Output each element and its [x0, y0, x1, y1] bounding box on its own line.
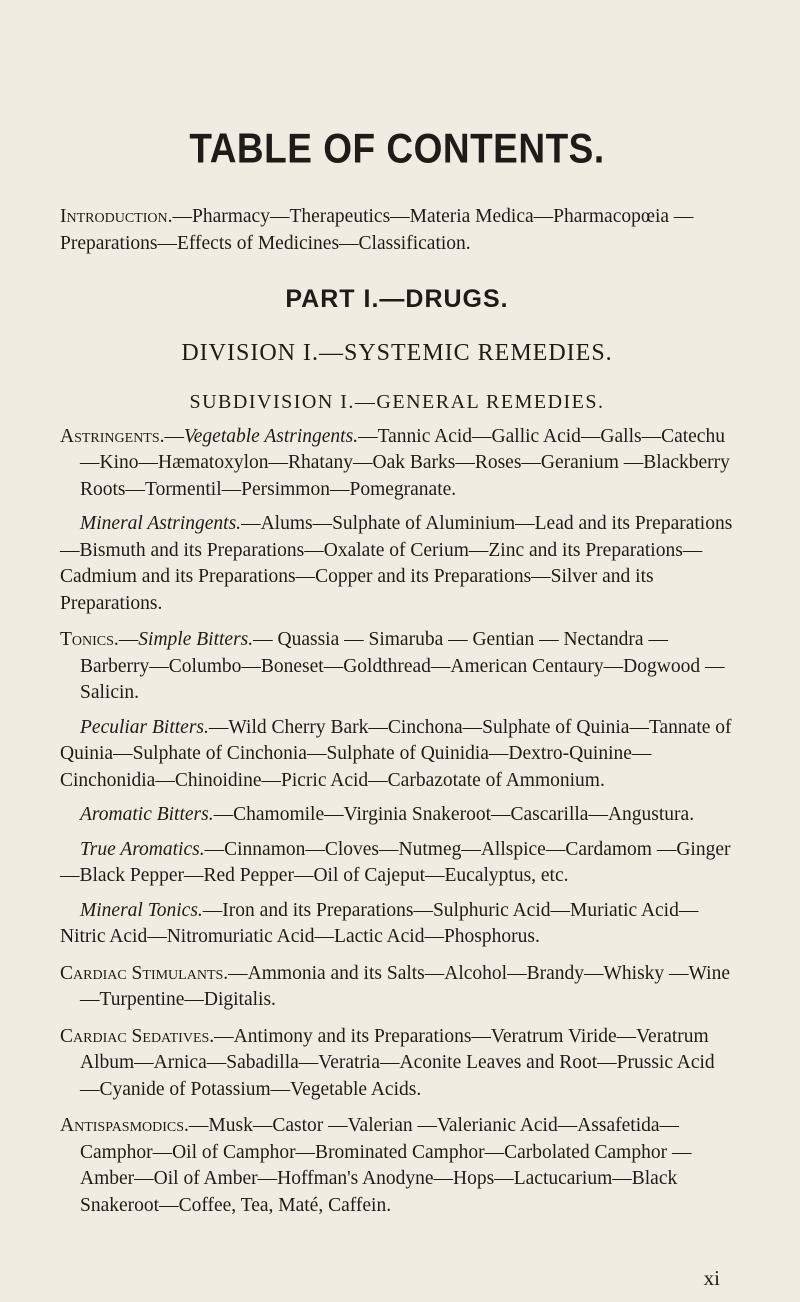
introduction-text: —Pharmacy—Therapeutics—Materia Medica—Pharmacopœia —Preparations—Effects of Medicines—Classification. [60, 205, 694, 254]
mineral-tonics-label: Mineral Tonics. [80, 899, 203, 921]
tonics-dash: — [118, 629, 139, 651]
subdivision-heading: SUBDIVISION I.—GENERAL REMEDIES. [189, 390, 605, 413]
true-aromatics-label: True Aromatics. [80, 838, 205, 860]
mineral-tonics-entry [60, 898, 734, 951]
cardiac-sedatives-text: —Antimony and its Preparations—Veratrum Viride—Veratrum Album—Arnica—Sabadilla—Veratria—Aconite Leaves and Root—Prussic Acid—Cyanide of Potassium—Vegetable Acids. [80, 1025, 715, 1100]
true-aromatics-text: —Cinnamon—Cloves—Nutmeg—Allspice—Cardamom —Ginger—Black Pepper—Red Pepper—Oil of Cajeput—Eucalyptus, etc. [60, 838, 731, 887]
antispasmodics-text: —Musk—Castor —Valerian —Valerianic Acid—Assafetida—Camphor—Oil of Camphor—Brominated Camphor—Carbolated Camphor —Amber—Oil of Amber—Hoffman's Anodyne—Hops—Lactucarium—Black Snakeroot—Coffee, Tea, Maté, Caffein. [80, 1115, 692, 1216]
aromatic-bitters-text: —Chamomile—Virginia Snakeroot—Cascarilla—Angustura. [213, 804, 695, 826]
introduction-entry [60, 203, 734, 257]
mineral-tonics-text: —Iron and its Preparations—Sulphuric Acid—Muriatic Acid—Nitric Acid—Nitromuriatic Acid—Lactic Acid—Phosphorus. [60, 899, 699, 948]
peculiar-bitters-entry [60, 715, 734, 795]
cardiac-sedatives-label: Cardiac Sedatives. [60, 1025, 215, 1047]
division-heading: DIVISION I.—SYSTEMIC REMEDIES. [181, 339, 613, 366]
simple-bitters-label: Simple Bitters. [138, 629, 254, 651]
page-number: xi [703, 1266, 720, 1290]
peculiar-bitters-label: Peculiar Bitters. [80, 716, 209, 738]
antispasmodics-label: Antispasmodics. [60, 1115, 189, 1137]
aromatic-bitters-label: Aromatic Bitters. [80, 804, 214, 826]
tonics-entry [60, 627, 734, 707]
simple-bitters-text: — Quassia — Simaruba — Gentian — Nectandra — Barberry—Columbo—Boneset—Goldthread—American Centaury—Dogwood —Salicin. [80, 629, 725, 704]
mineral-astringents-label: Mineral Astringents. [80, 513, 242, 535]
cardiac-stimulants-text: —Ammonia and its Salts—Alcohol—Brandy—Whisky —Wine—Turpentine—Digitalis. [80, 962, 730, 1011]
mineral-astringents-text: —Alums—Sulphate of Aluminium—Lead and its Preparations—Bismuth and its Preparations—Oxalate of Cerium—Zinc and its Preparations—Cadmium and its Preparations—Copper and its Preparations—Silver and its Preparations. [60, 513, 733, 614]
astringents-entry [60, 424, 734, 504]
page-title: TABLE OF CONTENTS. [189, 125, 605, 172]
vegetable-astringents-text: —Tannic Acid—Gallic Acid—Galls—Catechu—Kino—Hæmatoxylon—Rhatany—Oak Barks—Roses—Geranium —Blackberry Roots—Tormentil—Persimmon—Pomegranate. [80, 425, 730, 500]
cardiac-sedatives-entry [60, 1024, 734, 1104]
astringents-label: Astringents. [60, 425, 165, 447]
cardiac-stimulants-label: Cardiac Stimulants. [60, 962, 229, 984]
mineral-astringents-entry [60, 511, 734, 617]
true-aromatics-entry [60, 837, 734, 890]
tonics-label: Tonics. [60, 629, 119, 651]
vegetable-astringents-label: Vegetable Astringents. [184, 425, 359, 447]
peculiar-bitters-text: —Wild Cherry Bark—Cinchona—Sulphate of Quinia—Tannate of Quinia—Sulphate of Cinchonia—Sulphate of Quinidia—Dextro-Quinine—Cinchonidia—Chinoidine—Picric Acid—Carbazotate of Ammonium. [60, 716, 732, 791]
introduction-label: Introduction. [60, 205, 173, 227]
cardiac-stimulants-entry [60, 961, 734, 1014]
antispasmodics-entry [60, 1113, 734, 1219]
part-heading: PART I.—DRUGS. [285, 284, 509, 313]
aromatic-bitters-entry [60, 802, 734, 829]
astringents-dash: — [164, 425, 185, 447]
